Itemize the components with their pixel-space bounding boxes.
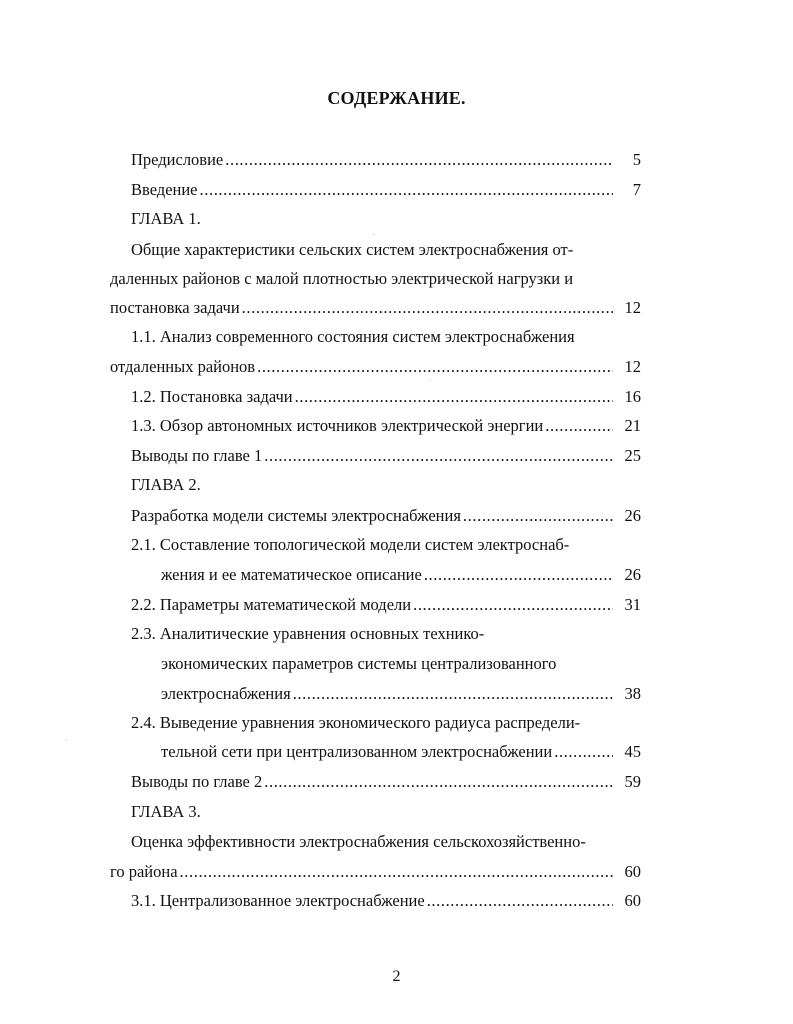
toc-entry-chapter3 [110,862,641,882]
toc-entry-1-1 [110,357,641,377]
toc-entry-text: электроснабжения [161,684,291,703]
toc-entry-text: тельной сети при централизованном электроснабжении [161,742,553,761]
toc-entry-text: 1.1. Анализ современного состояния систем электроснабжения [131,327,575,346]
dot-leader [413,595,613,615]
contents-title: СОДЕРЖАНИЕ. [327,88,466,108]
toc-entry-text: 2.4. Выведение уравнения экономического радиуса распредели- [131,713,581,732]
toc-page-number: 25 [624,446,641,465]
toc-entry-text: 2.1. Составление топологической модели систем электроснаб- [131,535,570,554]
toc-entry-text: Выводы по главе 1 [131,446,263,465]
toc-entry-text: 2.3. Аналитические уравнения основных технико- [131,624,485,643]
toc-entry-text: Введение [131,180,198,199]
toc-entry-text: Предисловие [131,150,224,169]
dot-leader [257,357,613,377]
dot-leader [242,298,613,318]
toc-entry-text: даленных районов с малой плотностью электрической нагрузки и [110,269,574,288]
toc-entry-text: 3.1. Централизованное электроснабжение [131,891,425,910]
chapter-heading-1: ГЛАВА 1. [131,209,201,228]
toc-entry-1-2 [131,387,641,407]
toc-entry-text: постановка задачи [110,298,240,317]
toc-entry-text: отдаленных районов [110,357,256,376]
dot-leader [180,862,613,882]
toc-page-number: 26 [624,506,641,525]
toc-page-number: 59 [624,772,641,791]
toc-entry-preface [131,150,641,170]
toc-page-number: 7 [632,180,641,199]
toc-entry-text: 1.3. Обзор автономных источников электрической энергии [131,416,544,435]
toc-entry-2-2 [131,595,641,615]
toc-entry-text: Выводы по главе 2 [131,772,263,791]
toc-entry-text: жения и ее математическое описание [161,565,422,584]
page-number: 2 [392,968,401,985]
toc-entry-2-3 [161,684,641,704]
toc-page-number: 5 [632,150,641,169]
toc-page-number: 12 [624,298,641,317]
chapter-heading-3: ГЛАВА 3. [131,802,201,821]
toc-entry-text: 1.2. Постановка задачи [131,387,293,406]
dot-leader [554,742,613,762]
toc-page-number: 60 [624,862,641,881]
toc-entry-text: экономических параметров системы централизованного [161,654,557,673]
dot-leader [424,565,613,585]
toc-page-number: 26 [624,565,641,584]
toc-entry-2-1 [161,565,641,585]
toc-entry-text: 2.2. Параметры математической модели [131,595,412,614]
toc-entry-conclusions-2 [131,772,641,792]
dot-leader [264,446,613,466]
toc-entry-chapter1 [110,298,641,318]
dot-leader [264,772,613,792]
chapter-heading-2: ГЛАВА 2. [131,475,201,494]
toc-entry-introduction [131,180,641,200]
toc-entry-1-3 [131,416,641,436]
toc-page-number: 45 [624,742,641,761]
toc-page-number: 12 [624,357,641,376]
toc-entry-conclusions-1 [131,446,641,466]
dot-leader [463,506,613,526]
toc-page-number: 21 [624,416,641,435]
toc-entry-chapter2 [131,506,641,526]
dot-leader [545,416,613,436]
scan-speck [373,234,374,235]
toc-page-number: 16 [624,387,641,406]
toc-page-number: 31 [624,595,641,614]
toc-entry-text: Общие характеристики сельских систем электроснабжения от- [131,240,574,259]
scan-speck [66,740,67,741]
toc-entry-text: Разработка модели системы электроснабжения [131,506,461,525]
dot-leader [295,387,613,407]
toc-entry-text: Оценка эффективности электроснабжения сельскохозяйственно- [131,832,586,851]
toc-entry-text: го района [110,862,178,881]
scan-speck [430,380,431,381]
toc-page-number: 38 [624,684,641,703]
dot-leader [293,684,613,704]
dot-leader [225,150,613,170]
toc-page-number: 60 [624,891,641,910]
dot-leader [200,180,613,200]
dot-leader [427,891,613,911]
toc-entry-3-1 [131,891,641,911]
toc-entry-2-4 [161,742,641,762]
